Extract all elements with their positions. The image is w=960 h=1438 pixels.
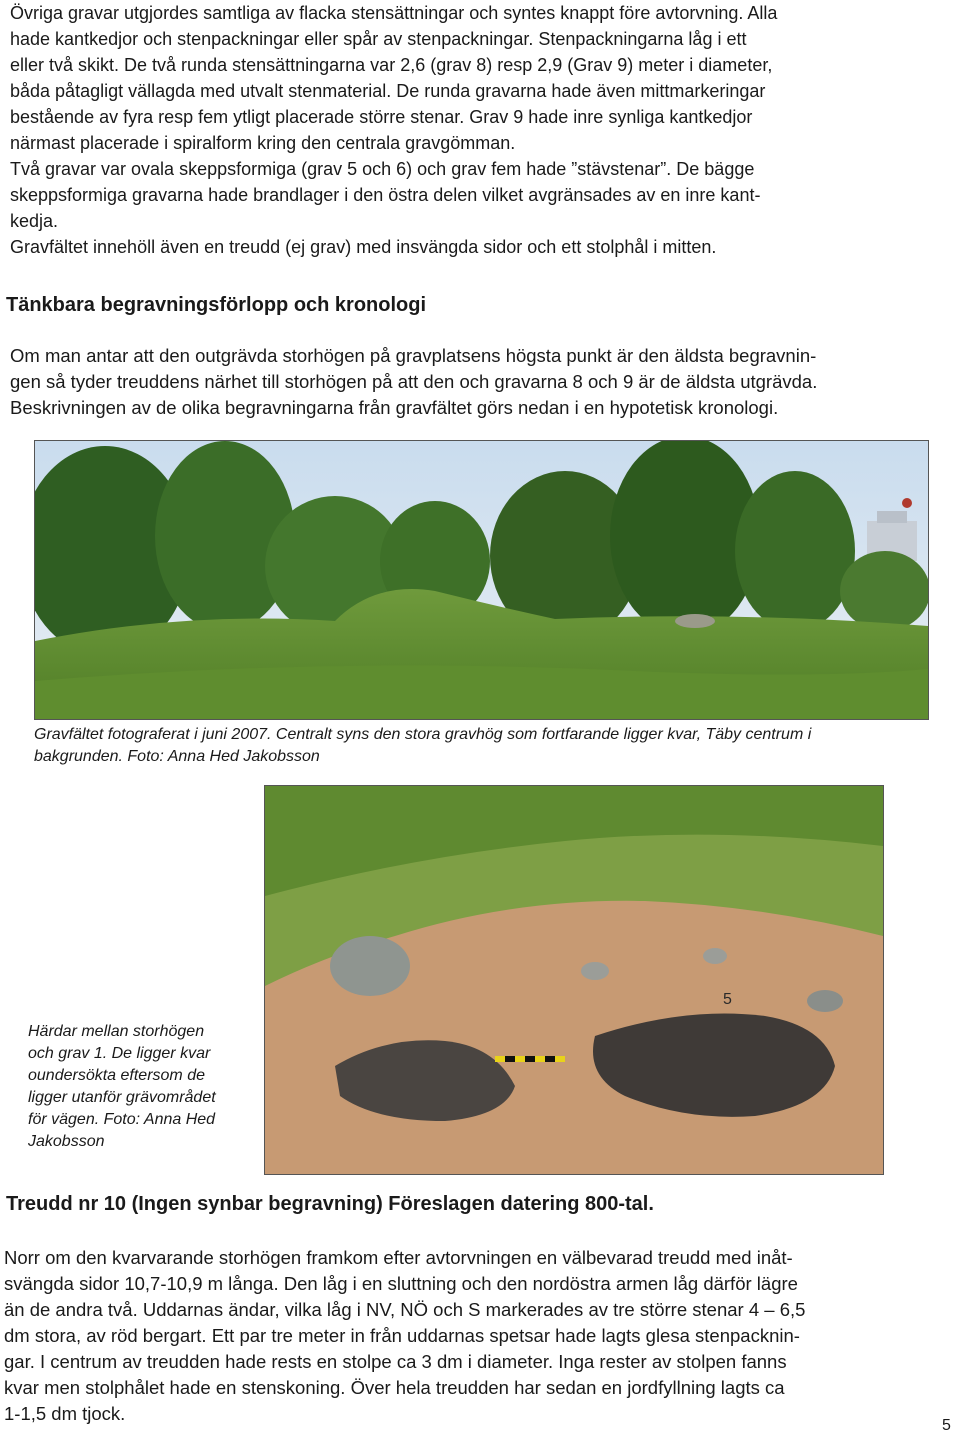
section-heading-chronology: Tänkbara begravningsförlopp och kronologi bbox=[6, 294, 427, 316]
treudd-paragraph bbox=[4, 1245, 944, 1427]
text-line: båda påtagligt vällagda med utvalt stenmaterial. De runda gravarna hade även mittmarkeringar bbox=[10, 81, 766, 101]
text-line: Norr om den kvarvarande storhögen framkom efter avtorvningen en välbevarad treudd med inåt- bbox=[4, 1247, 793, 1268]
text-line: bestående av fyra resp fem ytligt placerade större stenar. Grav 9 hade inre synliga kantkedjor bbox=[10, 107, 753, 127]
panorama-photo-caption bbox=[34, 724, 929, 768]
burial-field-panorama-photo bbox=[34, 440, 929, 720]
hearths-excavation-photo bbox=[264, 785, 884, 1175]
caption-line: ligger utanför grävområdet bbox=[28, 1089, 216, 1106]
panorama-illustration bbox=[35, 441, 928, 719]
text-line: Beskrivningen av de olika begravningarna från gravfältet görs nedan i en hypotetisk kronologi. bbox=[10, 397, 779, 418]
text-line: Övriga gravar utgjordes samtliga av flacka stensättningar och syntes knappt före avtorvning. Alla bbox=[10, 3, 778, 23]
caption-line: Härdar mellan storhögen bbox=[28, 1023, 205, 1040]
text-line: gen så tyder treuddens närhet till storhögen på att den och gravarna 8 och 9 är de äldsta utgrävda. bbox=[10, 371, 818, 392]
text-line: svängda sidor 10,7-10,9 m långa. Den låg i en sluttning och den nordöstra armen låg därför lägre bbox=[4, 1273, 798, 1294]
text-line: Om man antar att den outgrävda storhögen på gravplatsens högsta punkt är den äldsta begravnin- bbox=[10, 345, 817, 366]
page-number: 5 bbox=[942, 1417, 951, 1434]
excavation-illustration bbox=[265, 786, 883, 1174]
text-line: närmast placerade i spiralform kring den centrala gravgömman. bbox=[10, 133, 516, 153]
intro-paragraph bbox=[10, 0, 945, 260]
text-line: än de andra två. Uddarnas ändar, vilka låg i NV, NÖ och S markerades av tre större stenar 4 – 6,5 bbox=[4, 1299, 806, 1320]
caption-line: Jakobsson bbox=[28, 1133, 105, 1150]
text-line: kedja. bbox=[10, 211, 59, 231]
text-line: skeppsformiga gravarna hade brandlager i den östra delen vilket avgränsades av en inre kant- bbox=[10, 185, 761, 205]
section-heading-treudd: Treudd nr 10 (Ingen synbar begravning) Föreslagen datering 800-tal. bbox=[6, 1193, 654, 1215]
text-line: dm stora, av röd bergart. Ett par tre meter in från uddarnas spetsar hade lagts glesa stenpacknin- bbox=[4, 1325, 800, 1346]
text-line: hade kantkedjor och stenpackningar eller spår av stenpackningar. Stenpackningarna låg i ett bbox=[10, 29, 747, 49]
text-line: 1-1,5 dm tjock. bbox=[4, 1403, 126, 1424]
chronology-paragraph bbox=[10, 343, 945, 421]
text-line: Gravfältet innehöll även en treudd (ej grav) med insvängda sidor och ett stolphål i mitten. bbox=[10, 237, 717, 257]
caption-line: bakgrunden. Foto: Anna Hed Jakobsson bbox=[34, 748, 320, 765]
text-line: kvar men stolphålet hade en stenskoning. Över hela treudden har sedan en jordfyllning lagts ca bbox=[4, 1377, 785, 1398]
caption-line: för vägen. Foto: Anna Hed bbox=[28, 1111, 216, 1128]
photo-label-5: 5 bbox=[723, 991, 732, 1008]
caption-line: Gravfältet fotograferat i juni 2007. Centralt syns den stora gravhög som fortfarande ligger kvar, Täby centrum i bbox=[34, 726, 812, 743]
caption-line: och grav 1. De ligger kvar bbox=[28, 1045, 211, 1062]
text-line: gar. I centrum av treudden hade rests en stolpe ca 3 dm i diameter. Inga rester av stolpen fanns bbox=[4, 1351, 787, 1372]
caption-line: oundersökta eftersom de bbox=[28, 1067, 205, 1084]
text-line: Två gravar var ovala skeppsformiga (grav 5 och 6) och grav fem hade ”stävstenar”. De bägge bbox=[10, 159, 755, 179]
text-line: eller två skikt. De två runda stensättningarna var 2,6 (grav 8) resp 2,9 (Grav 9) meter i diameter, bbox=[10, 55, 773, 75]
hearths-photo-caption bbox=[28, 1021, 250, 1153]
